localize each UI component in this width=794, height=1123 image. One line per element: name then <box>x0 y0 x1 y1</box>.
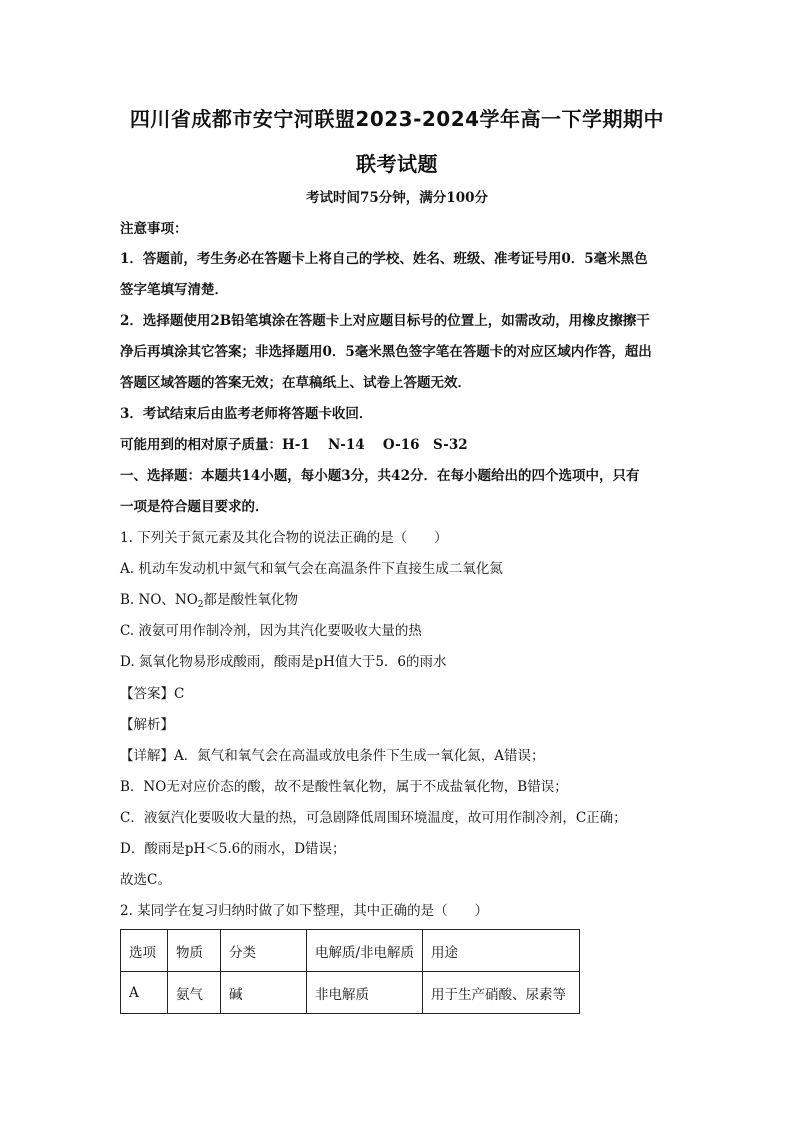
table-header-cell: 物质 <box>168 930 221 972</box>
q1-detail-b: B．NO无对应价态的酸，故不是酸性氧化物，属于不成盐氧化物，B错误； <box>120 779 568 795</box>
section1-instruction-b: 一项是符合题目要求的． <box>120 499 269 515</box>
q1-detail-d: D．酸雨是pH＜5.6的雨水，D错误； <box>120 841 346 857</box>
q1-detail-a: 【详解】A．氮气和氧气会在高温或放电条件下生成一氧化氮，A错误； <box>120 748 545 764</box>
note-1-line-a: 1．答题前，考生务必在答题卡上将自己的学校、姓名、班级、准考证号用0．5毫米黑色 <box>120 251 648 267</box>
section1-instruction-a: 一、选择题：本题共14小题，每小题3分，共42分．在每小题给出的四个选项中，只有 <box>120 468 640 484</box>
q1-option-b-tail: 都是酸性氧化物 <box>203 592 298 608</box>
exam-subtitle: 考试时间75分钟，满分100分 <box>306 190 488 206</box>
notes-heading: 注意事项： <box>120 221 188 237</box>
q1-analysis-label: 【解析】 <box>120 717 174 733</box>
table-header-cell: 用途 <box>423 930 580 972</box>
note-2-line-b: 净后再填涂其它答案；非选择题用0．5毫米黑色签字笔在答题卡的对应区域内作答，超出 <box>120 344 652 360</box>
table-header-cell: 电解质/非电解质 <box>307 930 423 972</box>
table-cell: 非电解质 <box>307 972 423 1014</box>
note-3: 3．考试结束后由监考老师将答题卡收回． <box>120 406 373 422</box>
q1-option-b-subscript: 2 <box>197 600 204 610</box>
exam-title-line1: 四川省成都市安宁河联盟2023-2024学年高一下学期期中 <box>129 107 665 131</box>
atomic-mass-line: 可能用到的相对原子质量：H-1 N-14 O-16 S-32 <box>120 437 468 453</box>
q1-option-b <box>120 590 680 615</box>
table-header-cell: 分类 <box>221 930 307 972</box>
q1-detail-c: C．液氨汽化要吸收大量的热，可急剧降低周围环境温度，故可用作制冷剂，C正确； <box>120 810 627 826</box>
q1-stem: 1. 下列关于氮元素及其化合物的说法正确的是（ ） <box>120 530 448 546</box>
exam-title-line2: 联考试题 <box>356 152 438 176</box>
table-cell: 氨气 <box>168 972 221 1014</box>
note-2-line-a: 2．选择题使用2B铅笔填涂在答题卡上对应题目标号的位置上，如需改动，用橡皮擦擦干 <box>120 313 650 329</box>
q1-conclusion: 故选C。 <box>120 872 171 888</box>
table-header-row <box>121 930 580 972</box>
q1-option-b-text: B. NO、NO <box>120 592 198 608</box>
note-2-line-c: 答题区域答题的答案无效；在草稿纸上、试卷上答题无效． <box>120 375 471 391</box>
table-header-cell: 选项 <box>121 930 168 972</box>
q1-option-d: D. 氮氧化物易形成酸雨，酸雨是pH值大于5．6的雨水 <box>120 654 447 670</box>
table-cell: 用于生产硝酸、尿素等 <box>423 972 580 1014</box>
q2-table <box>120 929 580 1014</box>
table-row <box>121 972 580 1014</box>
table-cell: 碱 <box>221 972 307 1014</box>
table-cell: A <box>121 972 168 1014</box>
q2-stem: 2. 某同学在复习归纳时做了如下整理，其中正确的是（ ） <box>120 903 489 919</box>
note-1-line-b: 签字笔填写清楚． <box>120 282 228 298</box>
q1-answer: 【答案】C <box>120 686 185 702</box>
q1-option-c: C. 液氨可用作制冷剂，因为其汽化要吸收大量的热 <box>120 623 422 639</box>
q1-option-a: A. 机动车发动机中氮气和氧气会在高温条件下直接生成二氧化氮 <box>120 561 503 577</box>
